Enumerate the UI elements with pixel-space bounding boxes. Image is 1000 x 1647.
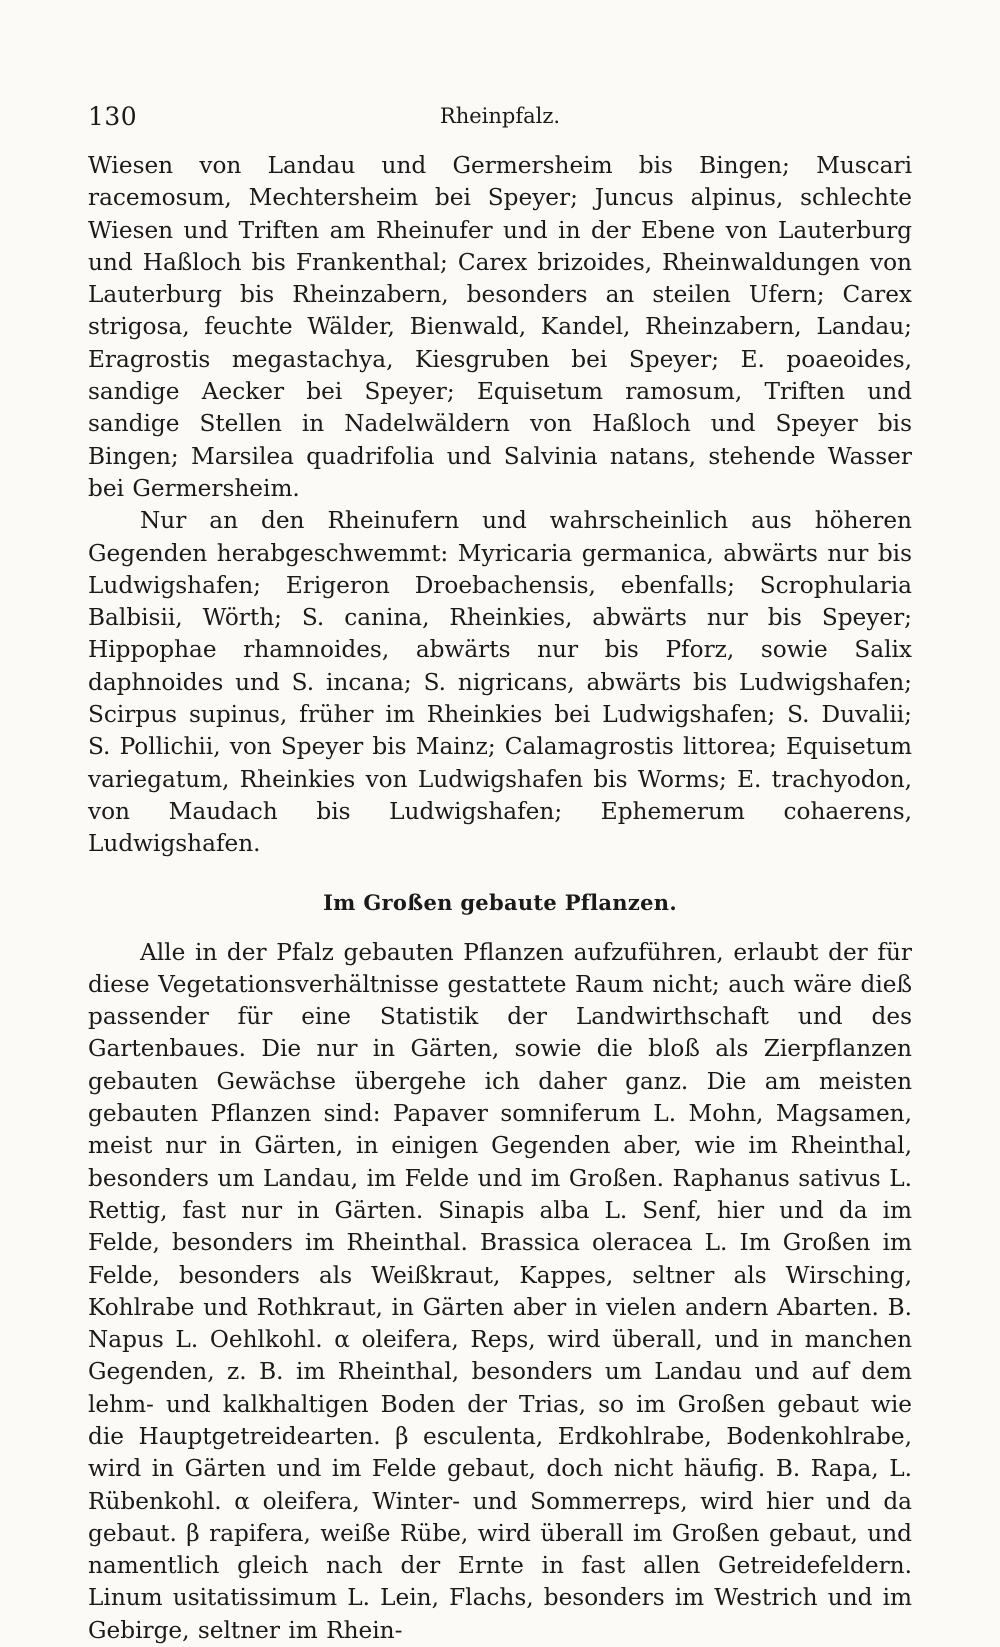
section-heading: Im Großen gebaute Pflanzen.	[323, 889, 677, 915]
page-body	[88, 150, 912, 1647]
paragraph-1: Wiesen von Landau und Germersheim bis Bingen; Muscari racemosum, Mechtersheim bei Speyer; Juncus alpinus, schlechte Wiesen und Triften am Rheinufer und in der Ebene von Lauterburg und Haßloch bis Frankenthal; Carex brizoides, Rheinwaldungen von Lauterburg bis Rheinzabern, besonders an steilen Ufern; Carex strigosa, feuchte Wälder, Bienwald, Kandel, Rheinzabern, Landau; Eragrostis megastachya, Kiesgruben bei Speyer; E. poaeoides, sandige Aecker bei Speyer; Equisetum ramosum, Triften und sandige Stellen in Nadelwäldern von Haßloch und Speyer bis Bingen; Marsilea quadrifolia und Salvinia natans, stehende Wasser bei Germersheim.	[88, 152, 912, 502]
paragraph-3: Alle in der Pfalz gebauten Pflanzen aufzuführen, erlaubt der für diese Vegetationsverhältnisse gestattete Raum nicht; auch wäre dieß passender für eine Statistik der Landwirthschaft und des Gartenbaues. Die nur in Gärten, sowie die bloß als Zierpflanzen gebauten Gewächse übergehe ich daher ganz. Die am meisten gebauten Pflanzen sind: Papaver somniferum L. Mohn, Magsamen, meist nur in Gärten, in einigen Gegenden aber, wie im Rheinthal, besonders um Landau, im Felde und im Großen. Raphanus sativus L. Rettig, fast nur in Gärten. Sinapis alba L. Senf, hier und da im Felde, besonders im Rheinthal. Brassica oleracea L. Im Großen im Felde, besonders als Weißkraut, Kappes, seltner als Wirsching, Kohlrabe und Rothkraut, in Gärten aber in vielen andern Abarten. B. Napus L. Oehlkohl. α oleifera, Reps, wird überall, und in manchen Gegenden, z. B. im Rheinthal, besonders um Landau und auf dem lehm- und kalkhaltigen Boden der Trias, so im Großen gebaut wie die Hauptgetreidearten. β esculenta, Erdkohlrabe, Bodenkohlrabe, wird in Gärten und im Felde gebaut, doch nicht häufig. B. Rapa, L. Rübenkohl. α oleifera, Winter- und Sommerreps, wird hier und da gebaut. β rapifera, weiße Rübe, wird überall im Großen gebaut, und namentlich gleich nach der Ernte in fast allen Getreidefeldern. Linum usitatissimum L. Lein, Flachs, besonders im Westrich und im Gebirge, seltner im Rhein-	[88, 938, 912, 1644]
page-number: 130	[88, 102, 138, 131]
running-title: Rheinpfalz.	[439, 104, 561, 128]
paragraph-2: Nur an den Rheinufern und wahrscheinlich aus höheren Gegenden herabgeschwemmt: Myricaria germanica, abwärts nur bis Ludwigshafen; Erigeron Droebachensis, ebenfalls; Scrophularia Balbisii, Wörth; S. canina, Rheinkies, abwärts nur bis Speyer; Hippophae rhamnoides, abwärts nur bis Pforz, sowie Salix daphnoides und S. incana; S. nigricans, abwärts bis Ludwigshafen; Scirpus supinus, früher im Rheinkies bei Ludwigshafen; S. Duvalii; S. Pollichii, von Speyer bis Mainz; Calamagrostis littorea; Equisetum variegatum, Rheinkies von Ludwigshafen bis Worms; E. trachyodon, von Maudach bis Ludwigshafen; Ephemerum cohaerens, Ludwigshafen.	[88, 507, 912, 858]
page-header	[88, 102, 912, 138]
